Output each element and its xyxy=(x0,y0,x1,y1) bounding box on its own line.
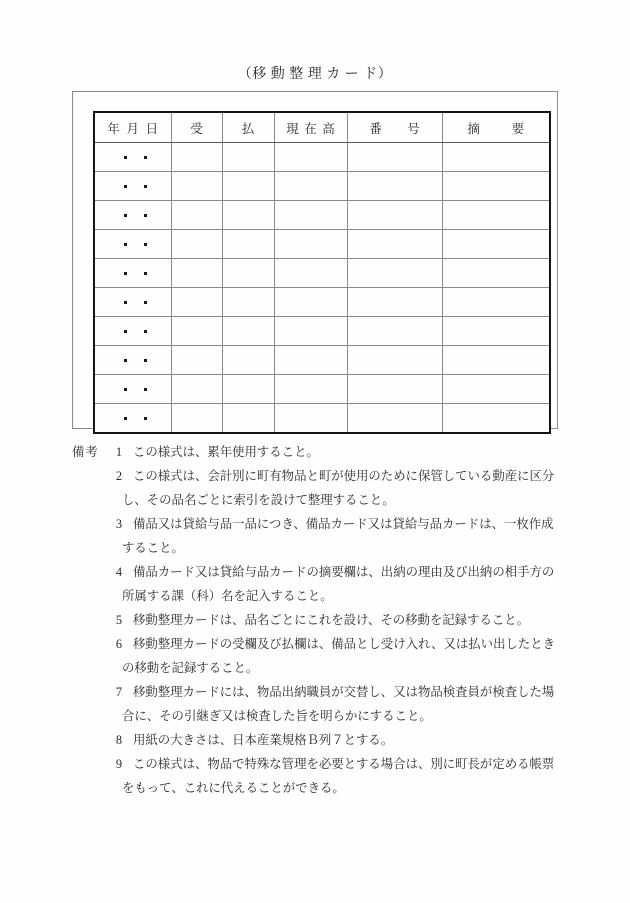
note-number: 4 xyxy=(115,565,123,579)
cell-received[interactable] xyxy=(171,201,222,230)
table-row xyxy=(94,404,550,434)
cell-balance[interactable] xyxy=(274,288,347,317)
cell-number[interactable] xyxy=(347,404,442,434)
note-text: 移動整理カードの受欄及び払欄は、備品とし受け入れ、又は払い出したとき xyxy=(133,637,556,651)
cell-balance[interactable] xyxy=(274,172,347,201)
cell-received[interactable] xyxy=(171,143,222,172)
cell-number[interactable] xyxy=(347,288,442,317)
cell-remarks[interactable] xyxy=(442,201,550,230)
cell-date[interactable] xyxy=(94,346,171,375)
header-char: 現 xyxy=(286,121,299,136)
cell-number[interactable] xyxy=(347,201,442,230)
cell-date[interactable] xyxy=(94,230,171,259)
note-item xyxy=(72,512,572,536)
cell-paid[interactable] xyxy=(222,346,274,375)
note-text: し、その品名ごとに索引を設けて整理すること。 xyxy=(122,493,395,507)
note-number: 5 xyxy=(115,613,123,627)
column-header-label xyxy=(223,119,274,137)
notes-list xyxy=(72,440,572,800)
cell-remarks[interactable] xyxy=(442,259,550,288)
cell-balance[interactable] xyxy=(274,404,347,434)
note-item xyxy=(72,464,572,488)
cell-number[interactable] xyxy=(347,259,442,288)
date-separator-dots xyxy=(95,388,171,391)
date-separator-dots xyxy=(95,359,171,362)
note-continuation-line xyxy=(72,776,572,800)
note-text: 備品カード又は貸給与品カードの摘要欄は、出納の理由及び出納の相手方の xyxy=(133,565,555,579)
notes-section xyxy=(72,440,572,800)
note-continuation-line xyxy=(72,536,572,560)
note-text: 移動整理カードは、品名ごとにこれを設け、その移動を記録すること。 xyxy=(133,613,530,627)
note-number: 8 xyxy=(115,733,123,747)
header-char: 月 xyxy=(126,121,139,136)
note-continuation-line xyxy=(72,656,572,680)
table-row xyxy=(94,317,550,346)
header-char: 高 xyxy=(322,121,335,136)
cell-paid[interactable] xyxy=(222,375,274,404)
cell-date[interactable] xyxy=(94,317,171,346)
table-row xyxy=(94,230,550,259)
cell-date[interactable] xyxy=(94,201,171,230)
column-header-label xyxy=(275,119,347,137)
note-text: すること。 xyxy=(122,541,184,555)
note-text: 用紙の大きさは、日本産業規格Ｂ列７とする。 xyxy=(133,733,394,747)
note-continuation-line xyxy=(72,488,572,512)
notes-label: 備考 xyxy=(72,445,99,459)
cell-date[interactable] xyxy=(94,404,171,434)
cell-date[interactable] xyxy=(94,143,171,172)
date-separator-dots xyxy=(95,214,171,217)
cell-remarks[interactable] xyxy=(442,404,550,434)
cell-number[interactable] xyxy=(347,143,442,172)
column-header-received xyxy=(171,112,222,143)
cell-remarks[interactable] xyxy=(442,346,550,375)
header-char: 要 xyxy=(511,121,525,136)
column-header-date xyxy=(94,112,171,143)
cell-paid[interactable] xyxy=(222,143,274,172)
note-item xyxy=(72,560,572,584)
note-text: 備品又は貸給与品一品につき、備品カード又は貸給与品カードは、一枚作成 xyxy=(133,517,554,531)
cell-received[interactable] xyxy=(171,375,222,404)
cell-balance[interactable] xyxy=(274,259,347,288)
note-number: 3 xyxy=(115,517,123,531)
cell-received[interactable] xyxy=(171,259,222,288)
date-separator-dots xyxy=(95,185,171,188)
ledger-table xyxy=(93,111,551,434)
note-text: 移動整理カードには、物品出納職員が交替し、又は物品検査員が検査した場 xyxy=(133,685,555,699)
date-separator-dots xyxy=(95,156,171,159)
cell-remarks[interactable] xyxy=(442,143,550,172)
note-text: この様式は、物品で特殊な管理を必要とする場合は、別に町長が定める帳票 xyxy=(133,757,555,771)
header-char: 払 xyxy=(241,121,255,136)
cell-number[interactable] xyxy=(347,375,442,404)
cell-paid[interactable] xyxy=(222,404,274,434)
date-separator-dots xyxy=(95,272,171,275)
column-header-remarks xyxy=(442,112,550,143)
note-continuation-line xyxy=(72,584,572,608)
column-header-label xyxy=(95,119,171,137)
column-header-label xyxy=(172,119,222,137)
note-number: 2 xyxy=(115,469,123,483)
cell-balance[interactable] xyxy=(274,143,347,172)
cell-received[interactable] xyxy=(171,172,222,201)
cell-date[interactable] xyxy=(94,375,171,404)
cell-paid[interactable] xyxy=(222,201,274,230)
column-header-paid xyxy=(222,112,274,143)
column-header-label xyxy=(443,119,550,137)
cell-received[interactable] xyxy=(171,230,222,259)
note-text: をもって、これに代えることができる。 xyxy=(122,781,345,795)
table-row xyxy=(94,375,550,404)
cell-date[interactable] xyxy=(94,288,171,317)
note-continuation-line xyxy=(72,704,572,728)
header-char: 在 xyxy=(304,121,317,136)
header-char: 受 xyxy=(190,121,203,136)
note-item xyxy=(72,632,572,656)
table-header-row xyxy=(94,112,550,143)
column-header-number xyxy=(347,112,442,143)
cell-paid[interactable] xyxy=(222,172,274,201)
note-text: この様式は、会計別に町有物品と町が使用のために保管している動産に区分 xyxy=(133,469,555,483)
table-row xyxy=(94,172,550,201)
date-separator-dots xyxy=(95,330,171,333)
header-char: 番 xyxy=(369,121,382,136)
note-item xyxy=(72,728,572,752)
note-number: 7 xyxy=(115,685,123,699)
note-text: この様式は、累年使用すること。 xyxy=(133,445,319,459)
table-row xyxy=(94,143,550,172)
cell-balance[interactable] xyxy=(274,346,347,375)
note-text: の移動を記録すること。 xyxy=(122,661,259,675)
note-text: 合に、その引継ぎ又は検査した旨を明らかにすること。 xyxy=(122,709,432,723)
cell-paid[interactable] xyxy=(222,317,274,346)
header-char: 日 xyxy=(145,121,159,136)
cell-number[interactable] xyxy=(347,317,442,346)
cell-balance[interactable] xyxy=(274,230,347,259)
note-item xyxy=(72,608,572,632)
note-text: 所属する課（科）名を記入すること。 xyxy=(122,589,333,603)
column-header-label xyxy=(348,119,442,137)
cell-received[interactable] xyxy=(171,288,222,317)
cell-balance[interactable] xyxy=(274,201,347,230)
card-frame xyxy=(72,91,558,429)
header-char: 年 xyxy=(107,121,120,136)
note-item xyxy=(72,752,572,776)
cell-number[interactable] xyxy=(347,172,442,201)
table-row xyxy=(94,201,550,230)
date-separator-dots xyxy=(95,243,171,246)
table-row xyxy=(94,346,550,375)
table-header xyxy=(94,112,550,143)
table-row xyxy=(94,259,550,288)
header-char: 号 xyxy=(407,121,420,136)
cell-paid[interactable] xyxy=(222,259,274,288)
cell-balance[interactable] xyxy=(274,317,347,346)
page-title: （移 動 整 理 カ ー ド） xyxy=(237,67,393,82)
cell-received[interactable] xyxy=(171,317,222,346)
cell-remarks[interactable] xyxy=(442,230,550,259)
cell-remarks[interactable] xyxy=(442,317,550,346)
cell-received[interactable] xyxy=(171,404,222,434)
date-separator-dots xyxy=(95,417,171,420)
cell-remarks[interactable] xyxy=(442,375,550,404)
note-item xyxy=(72,680,572,704)
cell-paid[interactable] xyxy=(222,230,274,259)
cell-number[interactable] xyxy=(347,230,442,259)
cell-balance[interactable] xyxy=(274,375,347,404)
note-number: 9 xyxy=(115,757,123,771)
date-separator-dots xyxy=(95,301,171,304)
cell-number[interactable] xyxy=(347,346,442,375)
table-row xyxy=(94,288,550,317)
cell-received[interactable] xyxy=(171,346,222,375)
cell-paid[interactable] xyxy=(222,288,274,317)
note-number: 1 xyxy=(115,445,123,459)
note-number: 6 xyxy=(115,637,123,651)
column-header-current-balance xyxy=(274,112,347,143)
header-char: 摘 xyxy=(467,121,480,136)
note-item xyxy=(72,440,572,464)
cell-remarks[interactable] xyxy=(442,288,550,317)
cell-remarks[interactable] xyxy=(442,172,550,201)
cell-date[interactable] xyxy=(94,172,171,201)
table-body xyxy=(94,143,550,434)
cell-date[interactable] xyxy=(94,259,171,288)
